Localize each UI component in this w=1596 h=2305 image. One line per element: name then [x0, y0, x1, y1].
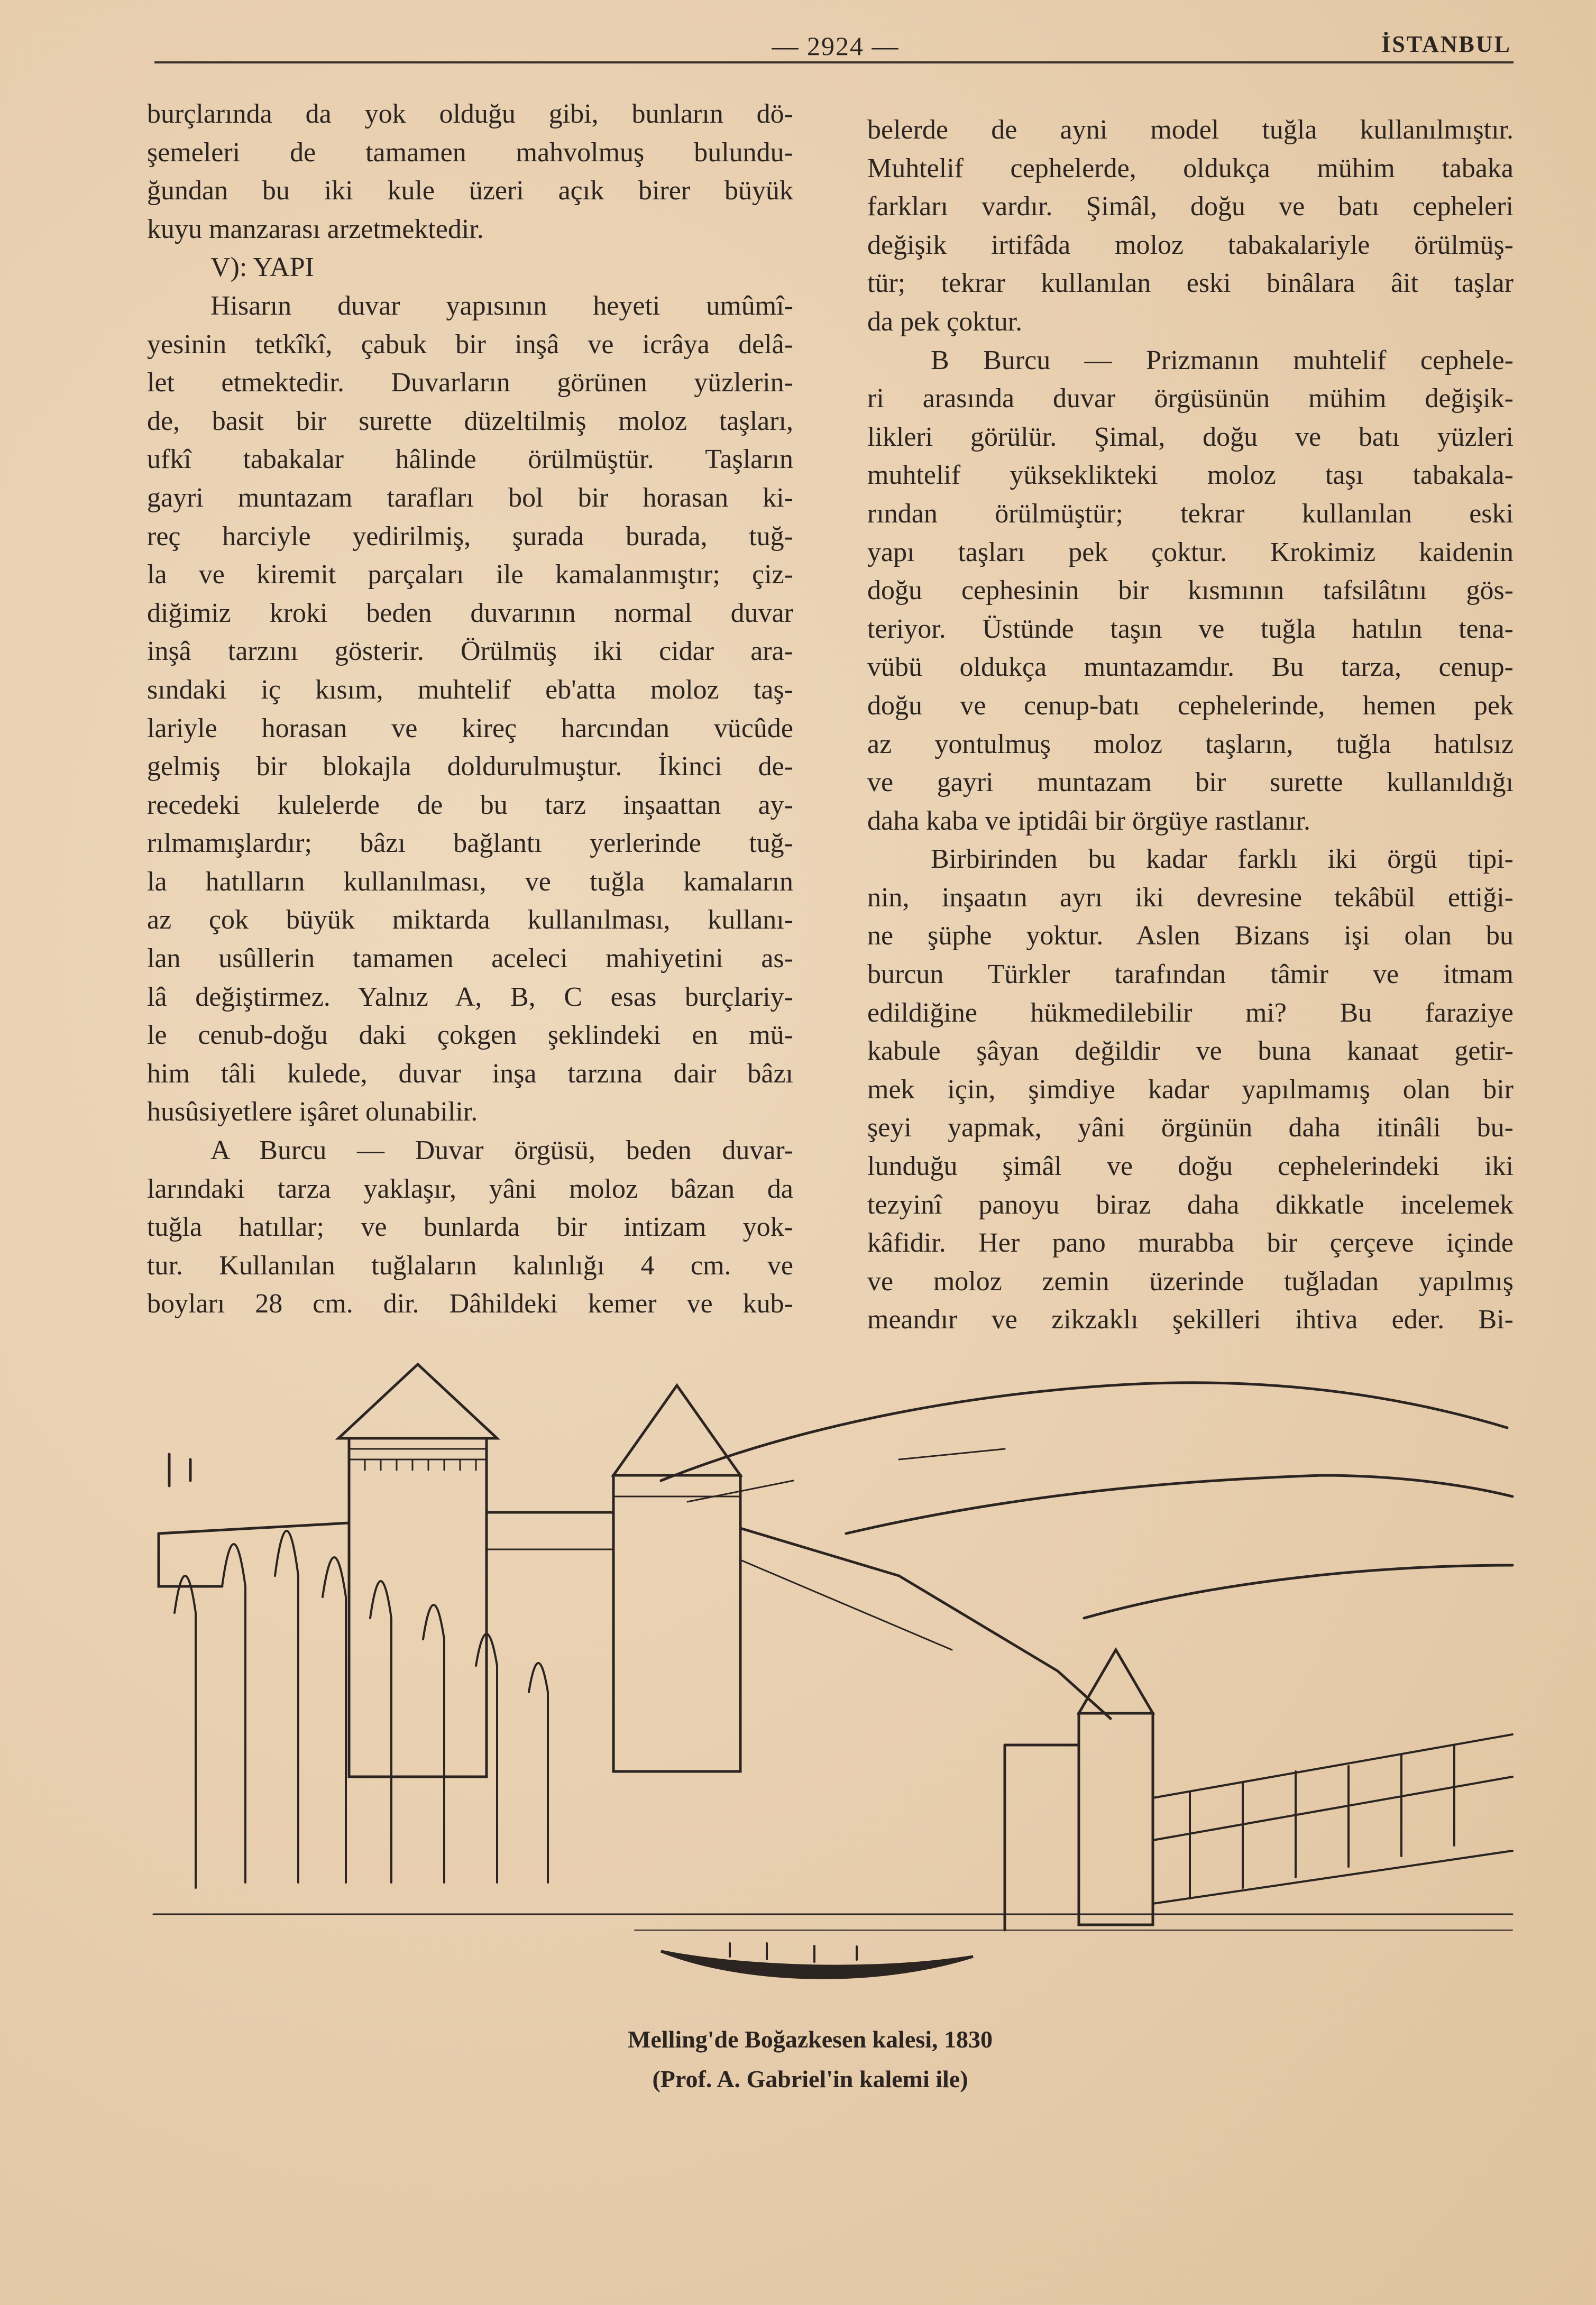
text-line: kuyu manzarası arzetmektedir. [147, 214, 484, 244]
text-line: lunduğu şimâl ve doğu cephelerindeki iki [867, 1151, 1514, 1182]
text-line: diğimiz kroki beden duvarının normal duvar [147, 598, 793, 628]
text-line: tezyinî panoyu biraz daha dikkatle incelemek [867, 1189, 1514, 1220]
cypress-trees [175, 1531, 548, 1888]
text-line: daha kaba ve iptidâi bir örgüye rastlanır. [867, 805, 1310, 836]
figure-caption-credit: (Prof. A. Gabriel'in kalemi ile) [652, 2065, 968, 2092]
boat [661, 1943, 973, 1978]
page-number: — 2924 — [772, 31, 900, 61]
text-line: kabule şâyan değildir ve buna kanaat getir- [867, 1036, 1514, 1067]
text-line: la ve kiremit parçaları ile kamalanmıştır; çiz- [147, 559, 793, 590]
left-tower [338, 1364, 497, 1777]
text-line: da pek çoktur. [867, 306, 1023, 337]
text-line: mek için, şimdiye kadar yapılmamış olan bir [867, 1074, 1514, 1105]
text-line: az yontulmuş moloz taşların, tuğla hatılsız [867, 729, 1514, 759]
text-line: tuğla hatıllar; ve bunlarda bir intizam yok- [147, 1212, 793, 1243]
text-line: gelmiş bir blokajla doldurulmuştur. İkinci de- [147, 751, 793, 782]
text-line: lan usûllerin tamamen aceleci mahiyetini as- [147, 943, 793, 974]
text-line: A Burcu — Duvar örgüsü, beden duvar- [210, 1135, 793, 1166]
text-line: le cenub-doğu daki çokgen şeklindeki en mü- [147, 1020, 793, 1051]
text-line: ve moloz zemin üzerinde tuğladan yapılmış [867, 1266, 1514, 1297]
text-line: Hisarın duvar yapısının heyeti umûmî- [210, 290, 793, 321]
text-line: yesinin tetkîkî, çabuk bir inşâ ve icrâya delâ- [147, 329, 793, 360]
lower-tower [1005, 1650, 1153, 1930]
text-line: şemeleri de tamamen mahvolmuş bulundu- [147, 137, 793, 168]
text-line: şeyi yapmak, yâni örgünün daha itinâli bu- [867, 1113, 1514, 1143]
text-line: gayri muntazam tarafları bol bir horasan ki- [147, 482, 793, 513]
text-line: ne şüphe yoktur. Aslen Bizans işi olan bu [867, 921, 1514, 951]
middle-tower [613, 1385, 740, 1771]
text-line: burçlarında da yok olduğu gibi, bunların dö- [147, 99, 793, 129]
figure-caption-title: Melling'de Boğazkesen kalesi, 1830 [628, 2026, 993, 2053]
text-line: teriyor. Üstünde taşın ve tuğla hatılın tena- [867, 613, 1514, 644]
text-line: farkları vardır. Şimâl, doğu ve batı cepheleri [867, 191, 1514, 222]
running-head: İSTANBUL [1381, 31, 1511, 57]
text-line: ğundan bu iki kule üzeri açık birer büyük [147, 176, 793, 206]
waterfront-houses [1153, 1734, 1512, 1904]
text-line: sındaki iç kısım, muhtelif eb'atta moloz taş- [147, 674, 793, 705]
text-line: him tâli kulede, duvar inşa tarzına dair bâzı [147, 1058, 793, 1089]
text-line: likleri görülür. Şimal, doğu ve batı yüzleri [867, 421, 1514, 452]
text-line: doğu cephesinin bir kısmının tafsilâtını gös- [867, 575, 1514, 606]
hills-sketch [661, 1383, 1512, 1618]
text-line: reç harciyle yedirilmiş, şurada burada, tuğ- [147, 521, 793, 552]
text-line: la hatılların kullanılması, ve tuğla kamaların [147, 866, 793, 897]
text-line: az çok büyük miktarda kullanılması, kullanı- [147, 905, 793, 935]
text-line: husûsiyetlere işâret olunabilir. [147, 1097, 478, 1127]
text-line: rılmamışlardır; bâzı bağlantı yerlerinde tuğ- [147, 828, 793, 859]
text-line: tur. Kullanılan tuğlaların kalınlığı 4 cm. ve [147, 1250, 793, 1281]
text-line: ve gayri muntazam bir surette kullanıldığı [867, 767, 1514, 798]
text-line: let etmektedir. Duvarların görünen yüzlerin- [147, 368, 793, 398]
text-line: Muhtelif cephelerde, oldukça mühim tabaka [867, 153, 1514, 183]
text-line: recedeki kulelerde de bu tarz inşaattan ay- [147, 789, 793, 820]
shoreline [153, 1914, 1512, 1930]
text-line: vübü oldukça muntazamdır. Bu tarza, cenup- [867, 652, 1514, 683]
text-line: ufkî tabakalar hâlinde örülmüştür. Taşların [147, 444, 793, 475]
text-line: nin, inşaatın ayrı iki devresine tekâbül ettiği- [867, 882, 1514, 913]
text-line: lariyle horasan ve kireç harcından vücûde [147, 713, 793, 743]
text-line: kâfidir. Her pano murabba bir çerçeve içinde [867, 1228, 1514, 1259]
text-line: Birbirinden bu kadar farklı iki örgü tipi- [931, 844, 1514, 875]
text-line: lâ değiştirmez. Yalnız A, B, C esas burçlariy- [147, 981, 793, 1012]
text-line: yapı taşları pek çoktur. Krokimiz kaidenin [867, 537, 1514, 567]
text-line: muhtelif yükseklikteki moloz taşı tabakala- [867, 460, 1514, 491]
text-line: ri arasında duvar örgüsünün mühim değişik- [867, 383, 1514, 414]
text-line: doğu ve cenup-batı cephelerinde, hemen pek [867, 690, 1514, 721]
text-line: B Burcu — Prizmanın muhtelif cephele- [931, 345, 1514, 375]
text-line: meandır ve zikzaklı şekilleri ihtiva eder. Bi- [867, 1305, 1514, 1335]
text-line: larındaki tarza yaklaşır, yâni moloz bâzan da [147, 1173, 793, 1204]
text-line: de, basit bir surette düzeltilmiş moloz taşları, [147, 406, 793, 436]
text-line: boyları 28 cm. dir. Dâhildeki kemer ve kub- [147, 1289, 793, 1319]
text-line: V): YAPI [210, 252, 314, 283]
text-line: rından örülmüştür; tekrar kullanılan eski [867, 498, 1514, 529]
fortress-walls [159, 1454, 1111, 1719]
text-line: burcun Türkler tarafından tâmir ve itmam [867, 959, 1514, 990]
text-line: edildiğine hükmedilebilir mi? Bu faraziye [867, 997, 1514, 1028]
text-line: tür; tekrar kullanılan eski binâlara âit taşlar [867, 268, 1514, 299]
text-line: değişik irtifâda moloz tabakalariyle örülmüş- [867, 229, 1514, 260]
text-line: inşâ tarzını gösterir. Örülmüş iki cidar ara- [147, 636, 793, 667]
text-line: belerde de ayni model tuğla kullanılmıştır. [867, 115, 1514, 145]
